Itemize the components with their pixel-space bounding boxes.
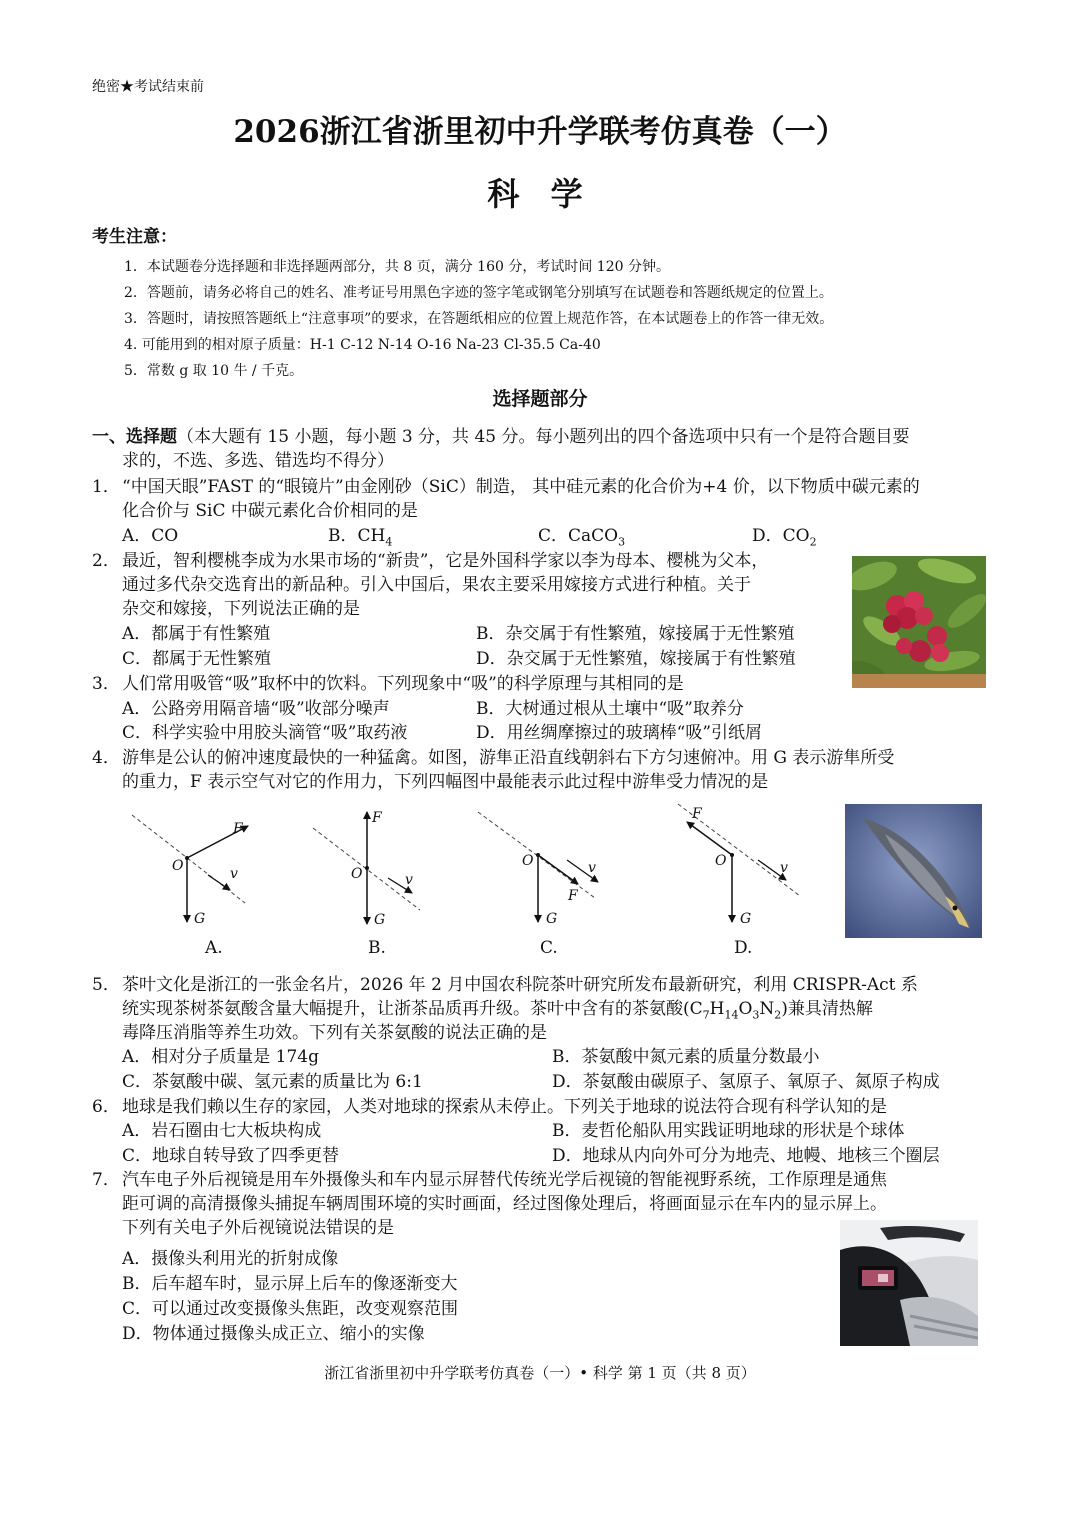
question-text: 最近，智利樱桃李成为水果市场的“新贵”，它是外国科学家以李为母本、樱桃为父本， — [122, 551, 769, 571]
diagram-d — [678, 804, 800, 927]
option-c: C．CaCO$_3$ — [538, 526, 626, 549]
option-a: A．相对分子质量是 174g — [122, 1047, 320, 1067]
question-text: 汽车电子外后视镜是用车外摄像头和车内显示屏替代传统光学后视镜的智能视野系统，工作原理是通焦 — [122, 1170, 887, 1190]
notice-item: 4. 可能用到的相对原子质量：H-1 C-12 N-14 O-16 Na-23 Cl-35.5 Ca-40 — [124, 337, 601, 353]
question-text: 化合价与 SiC 中碳元素化合价相同的是 — [122, 501, 418, 521]
option-b: B．杂交属于有性繁殖，嫁接属于无性繁殖 — [476, 624, 795, 644]
falcon-photo — [845, 804, 982, 938]
option-b: B．$CH_4$ — [328, 526, 393, 549]
diagram-label-c: C. — [540, 938, 558, 958]
question-number: 3． — [92, 674, 120, 694]
option-a: A．都属于有性繁殖 — [122, 624, 271, 644]
option-a: A．摄像头利用光的折射成像 — [122, 1249, 339, 1269]
part-label: 一、选择题 — [92, 427, 177, 447]
part-heading — [92, 425, 910, 449]
symbol-v: v — [405, 872, 413, 888]
option-d: D．用丝绸摩擦过的玻璃棒“吸”引纸屑 — [476, 723, 763, 743]
option-d: D．$CO_2$ — [752, 526, 817, 549]
option-a: A．公路旁用隔音墙“吸”收部分噪声 — [122, 699, 390, 719]
question-number: 7． — [92, 1170, 120, 1190]
symbol-o: O — [715, 853, 727, 869]
diagram-c — [478, 812, 598, 927]
question-text: “中国天眼”FAST 的“眼镜片”由金刚砂（SiC）制造， 其中硅元素的化合价为+4 价，以下物质中碳元素的 — [122, 477, 920, 497]
question-text: 统实现茶树茶氨酸含量大幅提升，让浙茶品质再升级。茶叶中含有的茶氨酸$(C_7H_{14}O_3N_2)$兼具清热解 — [122, 999, 873, 1022]
question-text: 地球是我们赖以生存的家园，人类对地球的探索从未停止。下列关于地球的说法符合现有科学认知的是 — [122, 1097, 887, 1117]
symbol-f: F — [372, 810, 382, 826]
section-title: 选择题部分 — [492, 388, 588, 410]
diagram-b — [313, 810, 420, 928]
option-d: D．杂交属于无性繁殖，嫁接属于有性繁殖 — [476, 649, 796, 669]
symbol-v: v — [230, 866, 238, 882]
diagram-label-b: B. — [368, 938, 386, 958]
question-text: 通过多代杂交选育出的新品种。引入中国后，果农主要采用嫁接方式进行种植。关于 — [122, 575, 751, 595]
diagram-a — [132, 815, 248, 927]
option-c: C．地球自转导致了四季更替 — [122, 1146, 340, 1166]
option-c: C．可以通过改变摄像头焦距，改变观察范围 — [122, 1299, 459, 1319]
symbol-f: F — [233, 821, 243, 837]
symbol-o: O — [522, 853, 534, 869]
option-b: B．大树通过根从土壤中“吸”取养分 — [476, 699, 744, 719]
question-text: 距可调的高清摄像头捕捉车辆周围环境的实时画面，经过图像处理后，将画面显示在车内的显示屏上。 — [122, 1194, 887, 1214]
question-text: 游隼是公认的俯冲速度最快的一种猛禽。如图，游隼正沿直线朝斜右下方匀速俯冲。用 G 表示游隼所受 — [122, 748, 895, 768]
symbol-v: v — [780, 860, 788, 876]
subject-title: 科 学 — [487, 175, 593, 213]
question-text: 茶叶文化是浙江的一张金名片，2026 年 2 月中国农科院茶叶研究所发布最新研究，利用 CRISPR-Act 系 — [122, 975, 918, 995]
confidential-mark: 绝密★考试结束前 — [92, 79, 204, 95]
option-b: B．麦哲伦船队用实践证明地球的形状是个球体 — [552, 1121, 905, 1141]
page-footer: 浙江省浙里初中升学联考仿真卷（一）• 科学 第 1 页（共 8 页） — [324, 1364, 756, 1382]
notice-item: 1．本试题卷分选择题和非选择题两部分，共 8 页，满分 160 分，考试时间 120 分钟。 — [124, 259, 670, 275]
question-text: 下列有关电子外后视镜说法错误的是 — [122, 1218, 394, 1238]
car-mirror-photo — [840, 1220, 978, 1346]
cherry-plum-photo — [852, 556, 986, 688]
notice-heading: 考生注意： — [92, 227, 177, 247]
question-number: 5． — [92, 975, 120, 995]
question-text: 毒降压消脂等养生功效。下列有关茶氨酸的说法正确的是 — [122, 1023, 547, 1043]
option-a: A．岩石圈由七大板块构成 — [122, 1121, 322, 1141]
symbol-o: O — [351, 866, 363, 882]
part-desc: （本大题有 15 小题，每小题 3 分，共 45 分。每小题列出的四个备选项中只有一个是符合题目要 — [177, 427, 910, 447]
question-number: 6． — [92, 1097, 120, 1117]
diagram-label-a: A. — [205, 938, 223, 958]
option-d: D．物体通过摄像头成正立、缩小的实像 — [122, 1324, 425, 1344]
question-number: 4． — [92, 748, 120, 768]
symbol-f: F — [568, 888, 578, 904]
question-number: 2． — [92, 551, 120, 571]
question-text: 人们常用吸管“吸”取杯中的饮料。下列现象中“吸”的科学原理与其相同的是 — [122, 674, 684, 694]
option-b: B．茶氨酸中氮元素的质量分数最小 — [552, 1047, 820, 1067]
question-number: 1． — [92, 477, 120, 497]
symbol-o: O — [172, 858, 184, 874]
symbol-g: G — [374, 912, 386, 928]
diagram-label-d: D. — [734, 938, 753, 958]
notice-item: 3．答题时，请按照答题纸上“注意事项”的要求，在答题纸相应的位置上规范作答，在本试题卷上的作答一律无效。 — [124, 311, 834, 327]
option-c: C．都属于无性繁殖 — [122, 649, 272, 669]
option-d: D．茶氨酸由碳原子、氢原子、氧原子、氮原子构成 — [552, 1072, 940, 1092]
option-b: B．后车超车时，显示屏上后车的像逐渐变大 — [122, 1274, 458, 1294]
question-text: 杂交和嫁接，下列说法正确的是 — [122, 599, 360, 619]
symbol-v: v — [588, 860, 596, 876]
notice-item: 5．常数 g 取 10 牛 / 千克。 — [124, 363, 304, 379]
symbol-g: G — [740, 911, 752, 927]
notice-item: 2．答题前，请务必将自己的姓名、准考证号用黑色字迹的签字笔或钢笔分别填写在试题卷和答题纸规定的位置上。 — [124, 285, 833, 301]
symbol-g: G — [546, 911, 558, 927]
option-c: C．科学实验中用胶头滴管“吸”取药液 — [122, 723, 408, 743]
part-desc-cont: 求的，不选、多选、错选均不得分） — [122, 451, 394, 471]
symbol-f: F — [692, 806, 702, 822]
symbol-g: G — [194, 911, 206, 927]
option-d: D．地球从内向外可分为地壳、地幔、地核三个圈层 — [552, 1146, 940, 1166]
exam-title: 2026浙江省浙里初中升学联考仿真卷（一） — [233, 114, 847, 150]
force-diagrams — [120, 800, 820, 965]
question-text: 的重力，F 表示空气对它的作用力，下列四幅图中最能表示此过程中游隼受力情况的是 — [122, 772, 769, 792]
option-c: C．茶氨酸中碳、氢元素的质量比为 6:1 — [122, 1072, 423, 1092]
option-a: A．CO — [122, 526, 179, 546]
